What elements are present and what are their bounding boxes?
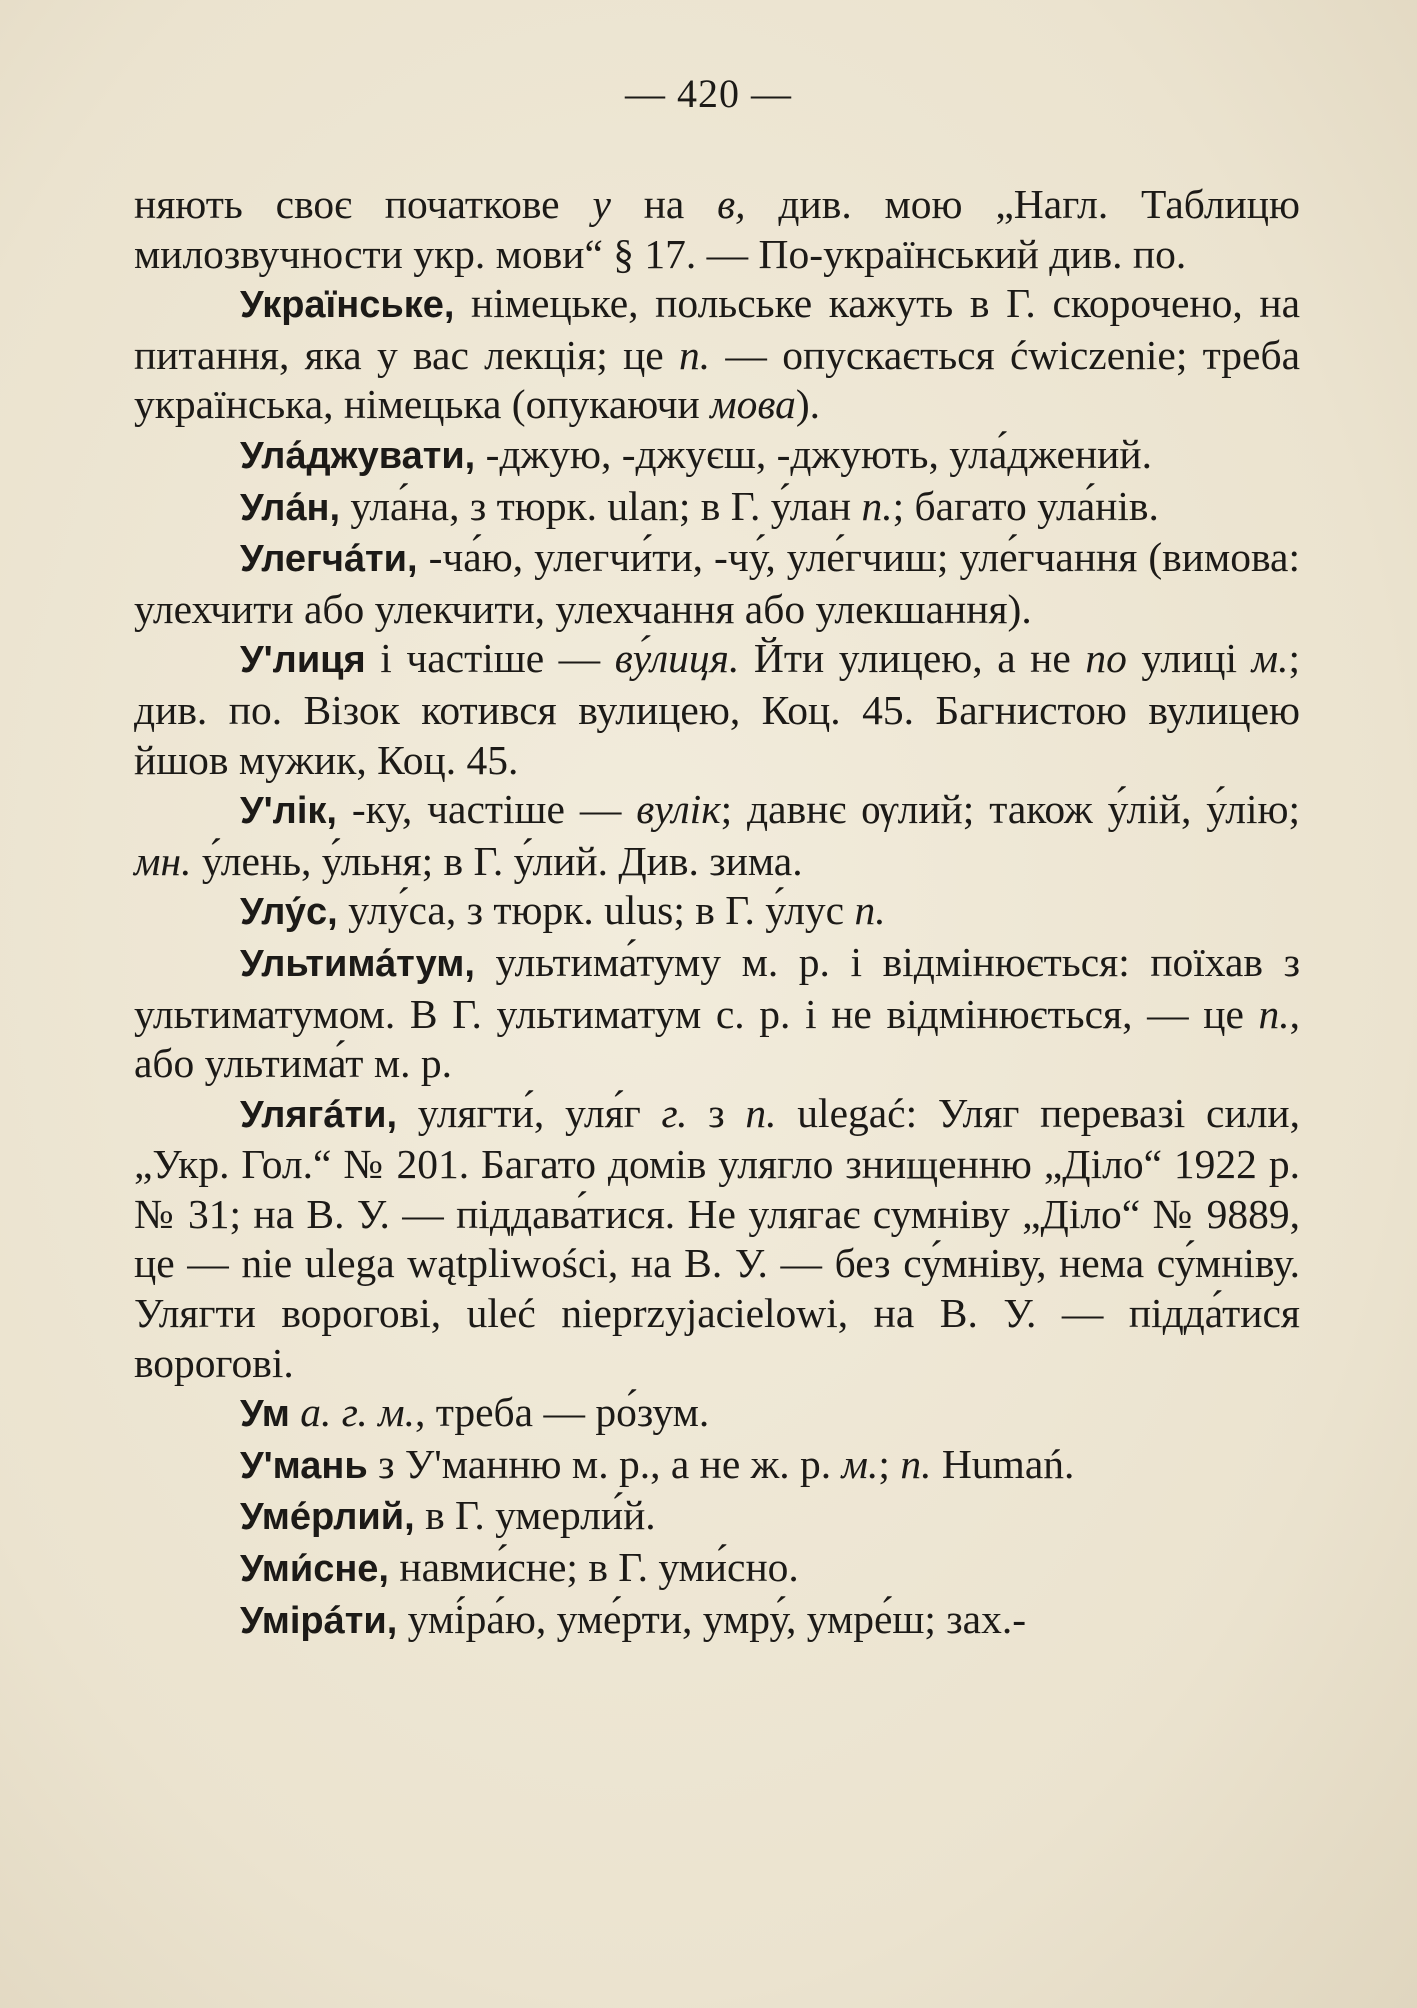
entry-text: Humań. xyxy=(931,1440,1075,1487)
italic-abbreviation: а. г. м. xyxy=(300,1389,415,1436)
entry-text: на xyxy=(610,181,718,227)
dictionary-entry xyxy=(134,1388,1300,1440)
entry-text: з xyxy=(687,1089,746,1136)
entry-text: навми́сне; в Г. уми́сно. xyxy=(389,1544,799,1591)
italic-abbreviation: м. xyxy=(1251,635,1289,682)
italic-abbreviation: мн. xyxy=(134,837,192,884)
entry-text: ; див. по. Візок котився вулицею, Коц. 45. Багнистою вулицею йшов мужик, Коц. 45. xyxy=(134,635,1300,783)
entry-text: ула́на, з тюрк. ulan; в Г. у́лан xyxy=(340,482,862,529)
entry-text: улягти́, уля́г xyxy=(397,1089,662,1136)
italic-abbreviation: п. xyxy=(854,887,886,934)
entry-headword: Уми́сне, xyxy=(240,1548,389,1591)
dictionary-entry xyxy=(134,1089,1300,1389)
entry-headword: Ула́джувати, xyxy=(240,434,476,477)
entry-text: ; багато ула́нів. xyxy=(892,482,1159,529)
entry-headword: Ула́н, xyxy=(240,486,341,529)
italic-abbreviation: п. xyxy=(1258,990,1290,1037)
italic-abbreviation: м. xyxy=(841,1440,879,1487)
entry-text: ультима́туму м. р. і відмінюється: поїхав з ультиматумом. В Г. ультиматум с. р. і не відмінюється, — це xyxy=(134,938,1300,1037)
dictionary-entry xyxy=(134,1491,1300,1543)
entry-text: -джую, -джуєш, -джують, ула́джений. xyxy=(475,430,1152,477)
entry-text: ulegać: Уляг перевазі сили, „Укр. Гол.“ № 201. Багато домів улягло знищенню „Діло“ 1922 р. № 31; на В. У. — піддава́тися. Не улягає сумніву „Діло“ № 9889, це — nie ulega wątpliwości, на В. У. — без су́мніву, нема су́мніву. Улягти ворогові, uleć nieprzyjacielowi, на В. У. — підда́тися ворогові. xyxy=(134,1089,1300,1386)
entry-headword: У'мань xyxy=(240,1444,368,1487)
entry-headword: Улу́с, xyxy=(240,891,338,934)
entry-headword: У'лік, xyxy=(240,790,337,833)
entry-text: -ку, частіше — xyxy=(336,786,637,833)
entry-text: улу́са, з тюрк. ulus; в Г. у́лус xyxy=(337,887,855,934)
entry-text: Йти улицею, а не xyxy=(739,635,1086,682)
entry-text: у́лень, у́льня; в Г. у́лий. Див. зима. xyxy=(191,837,803,884)
italic-abbreviation: по xyxy=(1085,635,1127,682)
dictionary-entry xyxy=(134,1543,1300,1595)
dictionary-entry xyxy=(134,938,1300,1089)
entry-text: , або ультима́т м. р. xyxy=(134,990,1300,1087)
italic-abbreviation: г. xyxy=(661,1089,688,1136)
entry-headword: Українське, xyxy=(240,284,455,327)
entry-headword: Ультима́тум, xyxy=(240,942,475,985)
entry-headword: Ум xyxy=(240,1393,290,1436)
entry-text: і частіше — xyxy=(365,635,615,682)
dictionary-text xyxy=(134,180,1300,1646)
dictionary-entry xyxy=(134,482,1300,534)
entry-text: з У'манню м. р., а не ж. р. xyxy=(367,1440,842,1487)
entry-text: -ча́ю, улегчи́ти, -чу́, уле́гчиш; уле́гчання (вимова: улехчити або улекчити, улехчання або улекшання). xyxy=(134,534,1300,632)
entry-text: німецьке, польське кажуть в Г. скорочено, на питання, яка у вас лекція; це xyxy=(134,280,1300,378)
italic-abbreviation: п. xyxy=(745,1089,777,1136)
dictionary-entry xyxy=(134,886,1300,938)
dictionary-entry xyxy=(134,533,1300,634)
entry-text: умі́ра́ю, уме́рти, умру́, умре́ш; зах.- xyxy=(397,1595,1027,1642)
italic-abbreviation: п. xyxy=(861,482,893,529)
dictionary-entry xyxy=(134,634,1300,785)
entry-headword: Улягáти, xyxy=(240,1093,398,1136)
entry-text xyxy=(290,1389,300,1435)
entry-text: улиці xyxy=(1126,635,1252,682)
page-number: — 420 — xyxy=(625,71,792,116)
italic-abbreviation: мова xyxy=(710,381,796,428)
dictionary-entry xyxy=(134,1595,1300,1647)
entry-text: див. мою „Нагл. Таблицю милозвучности укр. мови“ § 17. — По-український див. по. xyxy=(134,181,1300,277)
entry-text: ). xyxy=(795,381,821,428)
italic-abbreviation: в, xyxy=(717,181,746,227)
italic-abbreviation: п. xyxy=(900,1440,932,1487)
dictionary-entry xyxy=(134,1440,1300,1492)
dictionary-entry xyxy=(134,279,1300,430)
entry-text: в Г. умерли́й. xyxy=(414,1492,656,1539)
italic-abbreviation: п. xyxy=(679,331,711,378)
entry-headword: Умірáти, xyxy=(240,1599,398,1642)
entry-text: ; xyxy=(878,1440,901,1487)
entry-text: , треба — ро́зум. xyxy=(415,1389,710,1436)
italic-abbreviation: вулік xyxy=(636,786,721,833)
dictionary-entry xyxy=(134,430,1300,482)
entry-headword: У'лиця xyxy=(240,639,366,682)
entry-text: няють своє початкове xyxy=(134,181,593,227)
entry-text: ; давнє ѹлий; також у́лій, у́лію; xyxy=(720,786,1301,833)
continued-paragraph xyxy=(134,180,1300,279)
entry-headword: Уме́рлий, xyxy=(240,1496,415,1539)
entry-headword: Улегча́ти, xyxy=(240,538,418,581)
italic-abbreviation: у xyxy=(592,181,611,227)
italic-abbreviation: ву́лиця. xyxy=(614,635,740,682)
dictionary-entry xyxy=(134,785,1300,886)
entry-text: — опускається ćwiczenie; треба українська, німецька (опукаючи xyxy=(134,331,1300,428)
